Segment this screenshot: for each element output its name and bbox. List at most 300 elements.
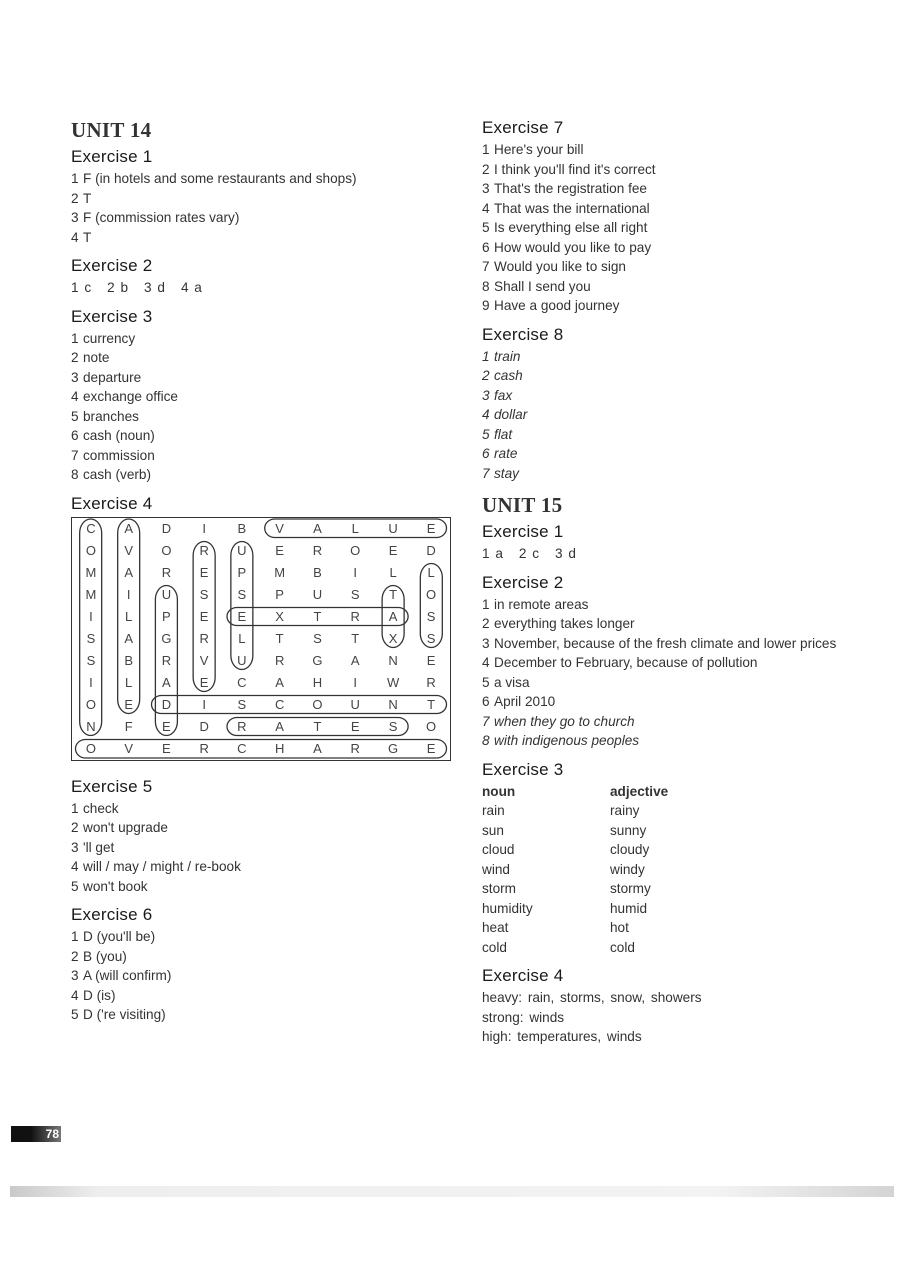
grid-letter: O [161, 543, 172, 558]
grid-row [72, 606, 451, 628]
grid-letter: R [274, 653, 285, 668]
answer-list [482, 595, 872, 751]
answer-item: 1 a [482, 546, 503, 561]
answer-item [482, 296, 872, 316]
grid-letter: O [425, 587, 437, 602]
answer-item [71, 966, 451, 986]
grid-letter: L [125, 675, 133, 690]
noun-adjective-table [482, 782, 738, 958]
item-text: That's the registration fee [494, 181, 647, 196]
grid-letter: E [388, 543, 398, 558]
answer-item [71, 348, 451, 368]
footer-bar [10, 1186, 894, 1197]
grid-letter: D [161, 521, 172, 536]
grid-letter: P [237, 565, 247, 580]
grid-letter: I [89, 609, 93, 624]
grid-letter: E [124, 697, 133, 712]
grid-letter: O [85, 697, 96, 712]
answer-item: 3 d [555, 546, 576, 561]
grid-letter: T [313, 719, 322, 734]
answer-lines [482, 988, 872, 1047]
item-text: D (you'll be) [83, 929, 156, 944]
answer-item [482, 731, 872, 751]
item-text: with indigenous peoples [494, 733, 640, 748]
item-number: 6 [482, 239, 490, 255]
item-text: exchange office [83, 389, 178, 404]
grid-letter: E [199, 565, 209, 580]
answer-item [71, 169, 451, 189]
grid-letter: I [353, 675, 358, 690]
adjective-cell: cold [610, 939, 635, 955]
grid-letter: X [275, 609, 284, 624]
grid-letter: M [274, 565, 286, 580]
grid-row [72, 562, 451, 584]
answer-item [482, 199, 872, 219]
grid-row [72, 716, 451, 738]
exercise-title: Exercise 3 [482, 759, 564, 779]
grid-letter: E [350, 719, 360, 734]
noun-cell: cold [482, 939, 507, 955]
answer-item [482, 277, 872, 297]
grid-letter: R [237, 719, 247, 734]
grid-letter: P [162, 609, 171, 624]
item-number: 5 [482, 674, 490, 690]
u14-exercise-4 [71, 494, 451, 761]
item-number: 1 [482, 348, 490, 364]
item-number: 6 [71, 428, 79, 443]
grid-row [72, 672, 451, 694]
grid-letter: E [426, 653, 436, 668]
adjective-cell: windy [610, 861, 645, 877]
exercise-title: Exercise 2 [482, 572, 564, 592]
grid-letter: P [275, 587, 284, 602]
grid-letter: R [426, 675, 436, 690]
answer-item: 4 a [180, 280, 202, 295]
answer-line [482, 544, 872, 564]
adjective-cell: sunny [610, 822, 647, 838]
item-text: check [83, 800, 119, 816]
grid-letter: O [85, 543, 96, 558]
answer-list [71, 799, 451, 897]
answer-item [482, 595, 872, 615]
item-text: 'll get [83, 839, 115, 855]
noun-cell: humidity [482, 900, 533, 916]
item-text: Shall I send you [494, 278, 591, 294]
grid-letter: R [312, 543, 323, 558]
grid-letter: B [237, 521, 247, 536]
table-row [482, 860, 738, 880]
grid-row [72, 694, 451, 716]
answer-item [482, 444, 872, 464]
item-text: fax [494, 387, 513, 403]
grid-letter: A [313, 741, 322, 756]
grid-letter: X [388, 631, 398, 646]
grid-letter: R [350, 609, 360, 624]
grid-letter: C [237, 675, 247, 690]
adjective-cell: stormy [610, 881, 651, 896]
answer-item: 2 c [518, 546, 540, 561]
item-text: rate [494, 446, 518, 461]
grid-letter: E [162, 741, 171, 756]
answer-item [482, 634, 872, 654]
answer-list [71, 169, 451, 247]
item-number: 7 [71, 447, 79, 463]
grid-letter: S [350, 587, 360, 602]
grid-letter: I [202, 521, 206, 536]
item-text: won't upgrade [83, 820, 168, 835]
answer-line: heavy: rain, storms, snow, showers [482, 990, 702, 1005]
exercise-title: Exercise 4 [71, 493, 153, 513]
item-number: 4 [71, 229, 79, 245]
unit-14-title: UNIT 14 [71, 118, 152, 142]
grid-row [72, 517, 451, 540]
table-row [482, 821, 738, 841]
grid-letter: E [199, 675, 209, 690]
u14-exercise-1 [71, 147, 451, 247]
item-text: dollar [494, 407, 528, 422]
item-text: everything takes longer [494, 616, 635, 631]
grid-letter: B [313, 565, 322, 580]
grid-letter: E [199, 609, 209, 624]
grid-letter: L [427, 565, 435, 580]
grid-row [72, 628, 451, 650]
exercise-title: Exercise 4 [482, 966, 564, 985]
answer-item [482, 405, 872, 425]
grid-letter: R [161, 653, 172, 668]
answer-item [71, 189, 451, 209]
grid-letter: A [275, 675, 284, 690]
answer-item: 1 c [71, 280, 92, 295]
item-number: 7 [482, 259, 490, 274]
grid-letter: U [388, 521, 398, 536]
answer-item [482, 673, 872, 693]
answer-item [71, 927, 451, 947]
item-number: 7 [482, 713, 490, 729]
answer-list [71, 329, 451, 485]
table-row [482, 938, 738, 958]
grid-letter: U [350, 697, 360, 712]
answer-item [71, 857, 451, 877]
grid-letter: S [86, 653, 96, 668]
item-number: 5 [482, 426, 490, 442]
answer-item [71, 799, 451, 819]
grid-letter: I [126, 587, 131, 602]
grid-letter: I [89, 675, 93, 690]
answer-line [71, 278, 451, 298]
left-column [71, 118, 451, 1034]
item-number: 1 [482, 142, 490, 157]
grid-letter: S [426, 631, 436, 646]
item-number: 4 [482, 655, 490, 670]
item-text: December to February, because of pollution [494, 655, 758, 670]
item-number: 4 [482, 200, 490, 216]
answer-item [482, 386, 872, 406]
item-number: 4 [71, 987, 79, 1003]
item-text: I think you'll find it's correct [494, 161, 656, 177]
item-text: Have a good journey [494, 298, 620, 313]
item-number: 2 [482, 368, 490, 383]
item-number: 2 [71, 350, 79, 365]
grid-letter: A [313, 521, 322, 536]
grid-letter: G [161, 631, 172, 646]
column-header: noun [482, 783, 516, 799]
item-number: 3 [71, 369, 79, 385]
grid-letter: U [161, 587, 172, 602]
answer-item [482, 179, 872, 199]
grid-letter: A [124, 565, 133, 580]
exercise-title: Exercise 3 [71, 306, 153, 326]
item-number: 2 [71, 190, 79, 206]
grid-letter: U [237, 543, 247, 558]
answer-item [71, 387, 451, 407]
grid-letter: B [124, 653, 133, 668]
item-text: A (will confirm) [83, 968, 172, 983]
exercise-title: Exercise 7 [482, 118, 564, 137]
answer-line: strong: winds [482, 1009, 565, 1025]
exercise-title: Exercise 2 [71, 256, 153, 275]
exercise-title: Exercise 1 [71, 147, 153, 166]
grid-letter: T [313, 609, 322, 624]
noun-cell: storm [482, 881, 516, 896]
exercise-title: Exercise 1 [482, 522, 564, 541]
table-row [482, 879, 738, 899]
grid-letter: E [426, 521, 436, 536]
answer-item [482, 160, 872, 180]
item-number: 1 [71, 800, 79, 816]
item-text: in remote areas [494, 596, 589, 612]
exercise-title: Exercise 6 [71, 905, 153, 924]
answer-item [71, 208, 451, 228]
answer-item [482, 140, 872, 160]
answer-item [482, 238, 872, 258]
item-text: November, because of the fresh climate and lower prices [494, 635, 837, 651]
right-column [482, 118, 872, 1056]
grid-letter: T [351, 631, 360, 646]
exercise-title: Exercise 8 [482, 324, 564, 344]
u14-exercise-3 [71, 307, 451, 485]
grid-letter: D [161, 697, 172, 712]
grid-letter: V [275, 521, 284, 536]
grid-letter: W [386, 675, 400, 690]
item-number: 9 [482, 298, 490, 313]
item-text: F (commission rates vary) [83, 210, 240, 225]
item-number: 3 [71, 968, 79, 983]
u15-exercise-3 [482, 760, 872, 958]
item-text: Would you like to sign [494, 259, 626, 274]
item-number: 1 [482, 596, 490, 612]
item-number: 3 [482, 387, 490, 403]
grid-letter: A [124, 521, 133, 536]
item-number: 6 [482, 446, 490, 461]
item-text: currency [83, 330, 136, 346]
item-text: B (you) [83, 948, 127, 964]
grid-letter: E [237, 609, 247, 624]
answer-item: 3 d [144, 280, 165, 295]
grid-letter: R [199, 741, 209, 756]
grid-letter: V [199, 653, 209, 668]
item-number: 3 [71, 839, 79, 855]
answer-item [482, 347, 872, 367]
item-text: April 2010 [494, 694, 556, 709]
item-number: 4 [482, 407, 490, 422]
answer-item [71, 1005, 451, 1025]
item-number: 8 [482, 278, 490, 294]
answer-list [482, 140, 872, 316]
item-text: won't book [83, 878, 148, 894]
answer-list [71, 927, 451, 1025]
grid-letter: S [237, 697, 247, 712]
grid-row [72, 584, 451, 606]
item-text: stay [494, 465, 519, 481]
grid-letter: A [162, 675, 171, 690]
grid-letter: A [388, 609, 398, 624]
item-number: 7 [482, 465, 490, 481]
item-text: a visa [494, 674, 530, 690]
item-number: 8 [71, 467, 79, 482]
grid-letter: H [274, 741, 285, 756]
adjective-cell: rainy [610, 803, 640, 818]
exercise-title: Exercise 5 [71, 776, 153, 796]
answer-item [482, 425, 872, 445]
grid-letter: S [313, 631, 322, 646]
answer-item [71, 228, 451, 248]
u15-exercise-4 [482, 966, 872, 1047]
item-number: 8 [482, 733, 490, 748]
grid-letter: L [125, 609, 133, 624]
grid-letter: M [85, 587, 97, 602]
item-number: 4 [71, 859, 79, 874]
answer-item [71, 986, 451, 1006]
answer-item [482, 464, 872, 484]
grid-letter: V [124, 741, 133, 756]
grid-letter: E [426, 741, 436, 756]
grid-letter: A [275, 719, 284, 734]
item-text: cash [494, 368, 523, 383]
answer-item [482, 614, 872, 634]
item-text: note [83, 350, 110, 365]
item-text: That was the international [494, 200, 650, 216]
item-number: 1 [71, 330, 79, 346]
answer-item [71, 329, 451, 349]
grid-row [72, 650, 451, 672]
grid-letter: S [86, 631, 96, 646]
grid-letter: O [312, 697, 323, 712]
item-text: commission [83, 447, 155, 463]
grid-letter: G [312, 653, 323, 668]
grid-letter: H [312, 675, 323, 690]
grid-letter: T [389, 587, 398, 602]
noun-cell: wind [482, 861, 510, 877]
grid-letter: E [162, 719, 171, 734]
grid-letter: G [388, 741, 399, 756]
grid-letter: N [388, 697, 398, 712]
grid-letter: S [426, 609, 436, 624]
answer-item [71, 368, 451, 388]
page-number: 78 [11, 1126, 61, 1142]
grid-letter: C [274, 697, 285, 712]
grid-letter: O [350, 543, 361, 558]
item-text: cash (verb) [83, 467, 151, 482]
answer-item [71, 446, 451, 466]
u15-exercise-1 [482, 522, 872, 564]
grid-letter: V [124, 543, 133, 558]
grid-letter: R [161, 565, 172, 580]
answer-item [71, 426, 451, 446]
answer-item [482, 692, 872, 712]
answer-item [482, 653, 872, 673]
grid-letter: R [199, 543, 209, 558]
table-row [482, 801, 738, 821]
answer-list [482, 347, 872, 484]
item-number: 5 [71, 878, 79, 894]
answer-item [71, 947, 451, 967]
answer-item [71, 818, 451, 838]
noun-cell: heat [482, 920, 509, 935]
grid-letter: N [86, 719, 96, 734]
item-number: 1 [71, 171, 79, 186]
grid-letter: R [350, 741, 360, 756]
item-text: How would you like to pay [494, 239, 652, 255]
answer-item [482, 257, 872, 277]
grid-row [72, 738, 451, 761]
item-text: Is everything else all right [494, 220, 648, 235]
item-text: when they go to church [494, 713, 635, 729]
grid-row [72, 540, 451, 562]
item-number: 2 [482, 161, 490, 177]
item-text: D ('re visiting) [83, 1007, 166, 1022]
answer-item [71, 838, 451, 858]
answer-item: 2 b [107, 280, 129, 295]
u15-exercise-2 [482, 573, 872, 751]
item-number: 6 [482, 694, 490, 709]
grid-letter: U [312, 587, 323, 602]
item-text: flat [494, 426, 513, 442]
adjective-cell: humid [610, 900, 648, 916]
item-text: cash (noun) [83, 428, 155, 443]
answer-item [482, 218, 872, 238]
grid-letter: E [275, 543, 284, 558]
item-text: Here's your bill [494, 142, 584, 157]
table-row [482, 899, 738, 919]
item-number: 3 [482, 181, 490, 196]
grid-letter: T [275, 631, 284, 646]
grid-letter: O [85, 741, 96, 756]
item-text: will / may / might / re-book [83, 859, 241, 874]
grid-letter: A [124, 631, 133, 646]
grid-letter: S [388, 719, 398, 734]
grid-letter: S [237, 587, 247, 602]
item-text: F (in hotels and some restaurants and shops) [83, 171, 357, 186]
grid-letter: O [425, 719, 437, 734]
item-text: D (is) [83, 987, 116, 1003]
answer-item [71, 465, 451, 485]
item-text: departure [83, 369, 142, 385]
answer-line: high: temperatures, winds [482, 1029, 642, 1044]
u14-exercise-2 [71, 256, 451, 298]
grid-letter: M [85, 565, 97, 580]
table-row [482, 840, 738, 860]
item-number: 4 [71, 389, 79, 404]
answer-item [482, 366, 872, 386]
adjective-cell: hot [610, 920, 629, 935]
grid-letter: L [238, 631, 246, 646]
adjective-cell: cloudy [610, 842, 650, 857]
item-number: 3 [482, 635, 490, 651]
grid-letter: U [237, 653, 247, 668]
grid-letter: F [124, 719, 133, 734]
column-header: adjective [610, 783, 669, 799]
table-row [482, 918, 738, 938]
